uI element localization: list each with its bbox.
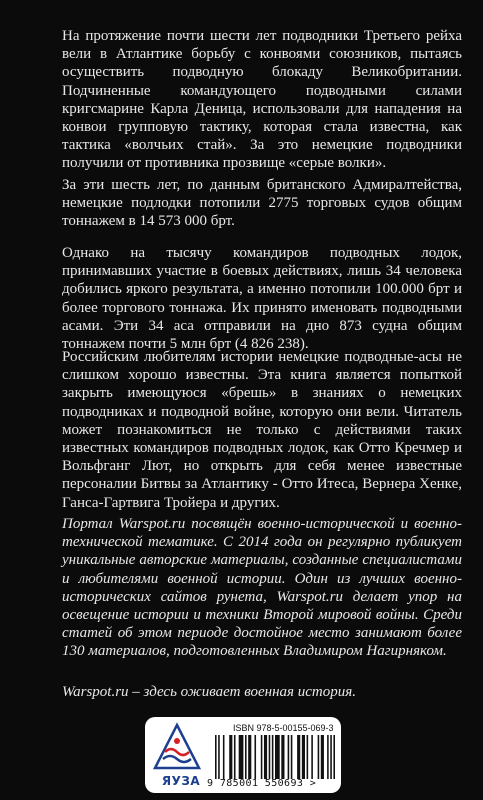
barcode-bar [229, 735, 232, 779]
warspot-slogan: Warspot.ru – здесь оживает военная история. [62, 684, 356, 700]
barcode-bar [330, 735, 332, 779]
isbn-barcode-panel [145, 717, 341, 793]
barcode-bar [302, 735, 305, 779]
aces-paragraph: Однако на тысячу командиров подводных лодок, принимавших участие в боевых действиях, лишь 34 человека добились яркого результата, а именно потопили 100.000 брт и более торгового тоннажа. Их принято именовать подводными асами. Эти 34 аса отправили на дно 873 судна общим тоннажем почти 5 млн брт (4 826 238). [62, 245, 462, 353]
publisher-logo-icon [151, 722, 203, 772]
barcode-bar [264, 735, 267, 779]
barcode-bar [288, 735, 290, 779]
statistics-paragraph: За эти шесть лет, по данным британского Адмиралтейства, немецкие подлодки потопили 2775 торговых судов общим тоннажем в 14 573 000 брт. [62, 177, 462, 230]
barcode-bar [254, 735, 256, 779]
isbn-number: ISBN 978-5-00155-069-3 [233, 723, 334, 733]
barcode-bar [321, 735, 324, 779]
barcode-bar [333, 735, 335, 779]
barcode-bar [281, 735, 284, 779]
barcode-bar [261, 735, 263, 779]
barcode-bar [218, 735, 220, 779]
barcode-bar [275, 735, 280, 779]
publisher-logo [151, 722, 203, 788]
warspot-description-paragraph: Портал Warspot.ru посвящён военно-исторической и военно-технической тематике. С 2014 года он регулярно публикует уникальные авторские материалы, созданные специалистами и любителями военной истории. Один из лучших военно-исторических сайтов рунета, Warspot.ru делает упор на освещение истории и техники Второй мировой войны. Среди статей об этом периоде достойное место занимают более 130 материалов, подготовленных Владимиром Нагирняком. [62, 516, 462, 660]
intro-paragraph: На протяжение почти шести лет подводники Третьего рейха вели в Атлантике борьбу с конвоями союзников, пытаясь осуществить подводную блокаду Великобритании. Подчиненные командующего подводными силами кригсмарине Карла Деница, использовали для нападения на конвои групповую тактику, которая стала известна, как тактика «волчьих стай». За это немецкие подводники получили от противника прозвище «серые волки». [62, 28, 462, 172]
barcode-bar [245, 735, 247, 779]
barcode-digits: 9 785001 550693 > [207, 778, 317, 789]
publisher-logo-text: ЯУЗА [161, 774, 201, 788]
barcode-bar [318, 735, 320, 779]
barcode-bar [248, 735, 251, 779]
barcode-bar [223, 735, 225, 779]
book-purpose-paragraph: Российским любителям истории немецкие подводные-асы не слишком хорошо известны. Эта книга является попыткой закрыть имеющуюся «брешь» в знаниях о немецких подводниках и подводной войне, которую они вели. Читатель может познакомиться не только с действиями таких известных командиров подводных лодок, как Отто Кречмер и Вольфганг Лют, но открыть для себя менее известные персоналии Битвы за Атлантику - Отто Итеса, Вернера Хенке, Ганса-Гартвига Тройера и других. [62, 349, 462, 511]
barcode-bar [234, 735, 236, 779]
barcode-bar [297, 735, 300, 779]
barcode-bar [272, 735, 274, 779]
barcode-bar [291, 735, 293, 779]
barcode-graphic [215, 735, 335, 779]
barcode-bar [311, 735, 313, 779]
barcode-bar [269, 735, 271, 779]
barcode-bar [307, 735, 309, 779]
barcode-bar [239, 735, 244, 779]
barcode-bar [327, 735, 329, 779]
barcode-bar [215, 735, 217, 779]
